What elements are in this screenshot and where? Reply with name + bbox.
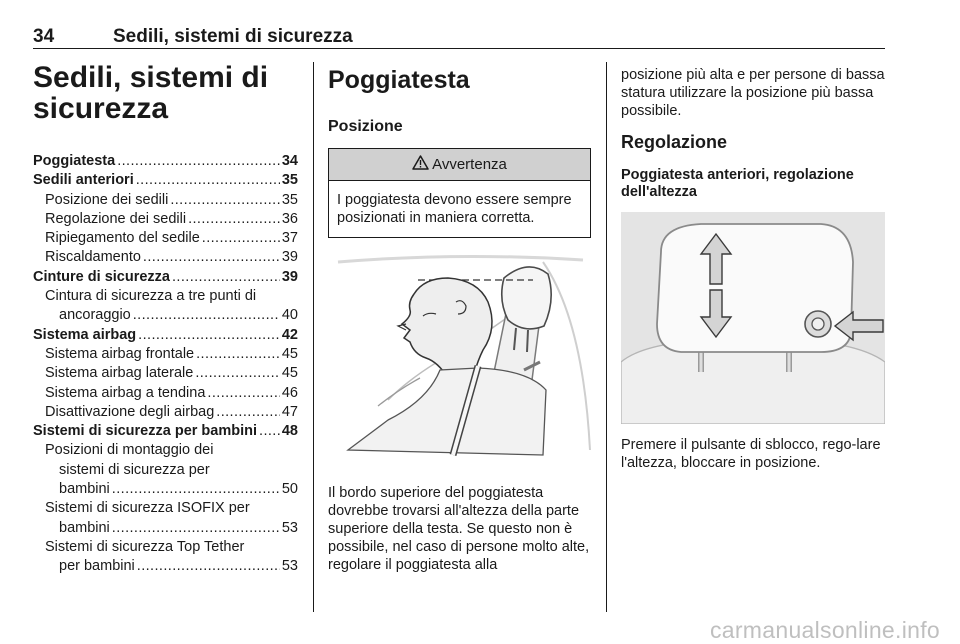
toc-entry: [33, 268, 298, 287]
toc-leader-dots: [137, 557, 280, 576]
toc-entry-label: bambini: [59, 481, 110, 498]
toc-entry-page: 37: [281, 230, 298, 247]
toc-entry-page: 50: [281, 481, 298, 498]
toc-entry: [33, 229, 298, 248]
toc-leader-dots: [207, 384, 279, 403]
adjustment-title: Regolazione: [621, 132, 728, 152]
toc-entry: [33, 326, 298, 345]
toc-leader-dots: [170, 191, 280, 210]
toc-entry-page: 47: [281, 403, 298, 420]
toc-leader-dots: [188, 210, 280, 229]
toc-entry: [33, 306, 298, 325]
continuation-paragraph: posizione più alta e per persone di bassa statura utilizzare la posizione più bassa possibile.: [621, 67, 885, 119]
toc-entry-page: 35: [281, 191, 298, 208]
adjustment-subtitle: Poggiatesta anteriori, regolazione dell'altezza: [621, 167, 854, 200]
watermark: carmanualsonline.info: [709, 617, 940, 643]
column-divider-1: [313, 62, 314, 612]
toc-entry-page: 39: [281, 249, 298, 266]
page-header: [33, 26, 885, 49]
toc-leader-dots: [133, 306, 280, 325]
toc-leader-dots: [172, 268, 280, 287]
toc-entry-page: 48: [281, 423, 298, 440]
warning-label: Avvertenza: [432, 156, 507, 173]
chapter-title: Sedili, sistemi di sicurezza: [33, 61, 269, 125]
warning-triangle-icon: [412, 155, 429, 174]
toc-entry-label: Sistema airbag a tendina: [45, 384, 206, 401]
toc-entry-label: Riscaldamento: [45, 249, 141, 266]
toc-entry: [33, 171, 298, 190]
running-title: Sedili, sistemi di sicurezza: [113, 26, 353, 47]
toc-leader-dots: [259, 422, 280, 441]
headrest-position-illustration: [328, 250, 591, 460]
adjustment-column: [621, 62, 885, 472]
toc-entry-page: 45: [281, 345, 298, 362]
table-of-contents: [33, 152, 298, 577]
toc-entry-line: Sistemi di sicurezza ISOFIX per: [45, 500, 250, 517]
toc-entry-line: sistemi di sicurezza per: [59, 461, 210, 478]
toc-leader-dots: [143, 248, 280, 267]
toc-entry: [33, 248, 298, 267]
column-divider-2: [606, 62, 607, 612]
toc-leader-dots: [117, 152, 280, 171]
page-number: 34: [33, 26, 55, 47]
toc-entry-label: ancoraggio: [59, 307, 131, 324]
toc-leader-dots: [202, 229, 280, 248]
toc-entry: [33, 422, 298, 441]
toc-leader-dots: [136, 171, 280, 190]
toc-leader-dots: [112, 519, 280, 538]
toc-entry-page: 42: [281, 326, 298, 343]
toc-leader-dots: [195, 364, 280, 383]
warning-text: I poggiatesta devono essere sempre posizionati in maniera corretta.: [337, 192, 572, 226]
toc-entry-page: 40: [281, 307, 298, 324]
toc-entry-label: Sistema airbag laterale: [45, 365, 194, 382]
toc-entry: [33, 557, 298, 576]
toc-entry-label: per bambini: [59, 558, 135, 575]
toc-column: [33, 62, 298, 577]
toc-entry-line: Sistemi di sicurezza Top Tether: [45, 538, 245, 555]
toc-entry-line: Posizioni di montaggio dei: [45, 442, 214, 459]
toc-entry-label: Disattivazione degli airbag: [45, 403, 215, 420]
toc-entry-page: 36: [281, 210, 298, 227]
toc-entry-page: 45: [281, 365, 298, 382]
toc-entry-label: Sistema airbag frontale: [45, 345, 195, 362]
toc-entry-label: bambini: [59, 519, 110, 536]
toc-entry: [33, 152, 298, 171]
toc-entry-page: 46: [281, 384, 298, 401]
toc-entry-label: Ripiegamento del sedile: [45, 230, 200, 247]
toc-entry: [33, 345, 298, 364]
headrest-adjustment-illustration: [621, 212, 885, 424]
section-column: [328, 62, 591, 574]
toc-entry-page: 34: [281, 153, 298, 169]
toc-entry-label: Sedili anteriori: [33, 172, 134, 189]
section-subtitle: Posizione: [328, 118, 403, 135]
toc-entry: [33, 403, 298, 422]
toc-entry-label: Sistema airbag: [33, 326, 137, 343]
toc-leader-dots: [196, 345, 280, 364]
warning-box: [328, 148, 591, 238]
toc-leader-dots: [138, 326, 280, 345]
toc-entry: [33, 364, 298, 383]
toc-entry-label: Regolazione dei sedili: [45, 210, 187, 227]
section-title: Poggiatesta: [328, 66, 470, 94]
toc-entry-page: 53: [281, 519, 298, 536]
toc-entry-label: Sistemi di sicurezza per bambini: [33, 423, 258, 440]
toc-entry-line: Cintura di sicurezza a tre punti di: [45, 288, 257, 305]
toc-entry: [33, 384, 298, 403]
toc-entry: [33, 191, 298, 210]
toc-entry: [33, 210, 298, 229]
toc-entry-page: 53: [281, 558, 298, 575]
toc-entry-page: 39: [281, 268, 298, 285]
toc-entry-label: Cinture di sicurezza: [33, 268, 170, 285]
toc-entry: [33, 480, 298, 499]
toc-entry-label: Posizione dei sedili: [45, 191, 169, 208]
toc-entry-label: Poggiatesta: [33, 153, 116, 169]
toc-entry: [33, 519, 298, 538]
toc-leader-dots: [216, 403, 280, 422]
adjustment-paragraph: Premere il pulsante di sblocco, rego-lare l'altezza, bloccare in posizione.: [621, 437, 881, 471]
warning-header: [329, 149, 590, 181]
toc-leader-dots: [112, 480, 280, 499]
section-paragraph: Il bordo superiore del poggiatesta dovrebbe trovarsi all'altezza della parte superiore della testa. Se questo non è possibile, nel caso di persone molto alte, regolare il poggiatesta alla: [328, 485, 590, 573]
toc-entry-page: 35: [281, 172, 298, 189]
